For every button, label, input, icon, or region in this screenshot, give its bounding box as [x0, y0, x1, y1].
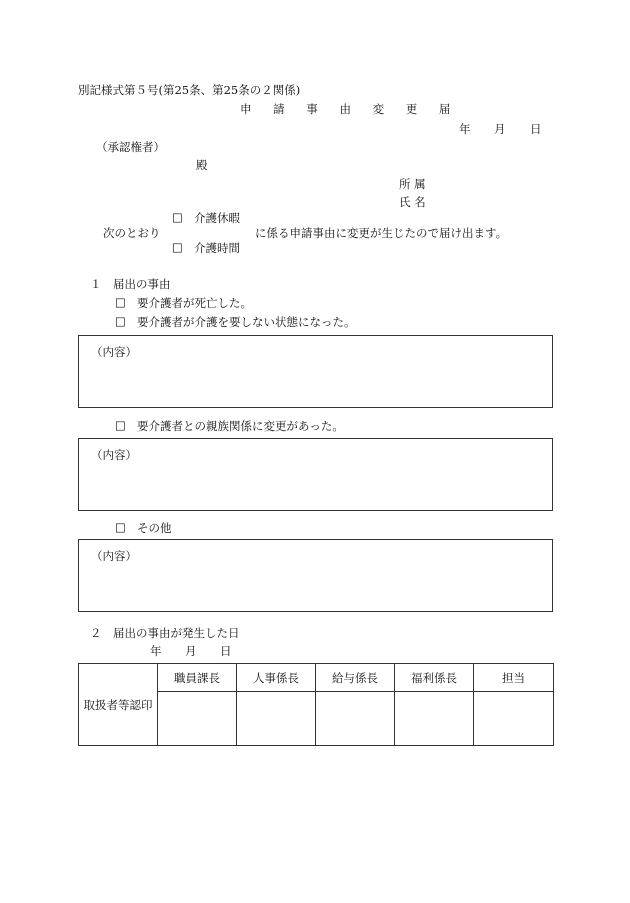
checkbox-reason-no-care[interactable]: □	[115, 314, 126, 328]
reason-died-label: 要介護者が死亡した。	[137, 296, 252, 310]
stamp-cell[interactable]	[474, 692, 554, 746]
intro-suffix: に係る申請事由に変更が生じたので届け出ます。	[255, 226, 508, 240]
approver-label: （承認権者）	[96, 140, 165, 154]
reason-relationship-label: 要介護者との親族関係に変更があった。	[137, 419, 344, 433]
content-label: （内容）	[91, 345, 137, 359]
occurrence-year-label: 年	[150, 644, 162, 658]
name-label: 氏 名	[399, 195, 426, 209]
checkbox-reason-relationship[interactable]: □	[115, 418, 126, 432]
section1-title: １ 届出の事由	[90, 277, 171, 291]
reason-no-care-label: 要介護者が介護を要しない状態になった。	[137, 315, 356, 329]
honorific: 殿	[196, 158, 208, 172]
checkbox-care-leave[interactable]: □	[172, 210, 183, 224]
reason-other-label: その他	[137, 521, 172, 535]
stamp-cell[interactable]	[395, 692, 474, 746]
stamp-col-header: 職員課長	[158, 664, 237, 692]
stamp-col-header: 給与係長	[316, 664, 395, 692]
stamp-col-header: 福利係長	[395, 664, 474, 692]
stamp-header-row	[79, 664, 554, 692]
affiliation-label: 所 属	[399, 177, 426, 191]
stamp-col-header: 担当	[474, 664, 554, 692]
option-care-leave-label: 介護休暇	[194, 211, 240, 225]
approval-stamp-table	[78, 663, 554, 746]
content-box-3[interactable]	[78, 539, 553, 612]
date-year-label: 年	[459, 122, 471, 136]
content-box-1[interactable]	[78, 335, 553, 408]
date-day-label: 日	[530, 122, 542, 136]
option-care-time-label: 介護時間	[194, 241, 240, 255]
stamp-col-header: 人事係長	[237, 664, 316, 692]
checkbox-reason-other[interactable]: □	[115, 520, 126, 534]
occurrence-day-label: 日	[220, 644, 232, 658]
stamp-row-header: 取扱者等認印	[79, 664, 158, 746]
form-reference: 別記様式第５号(第25条、第25条の２関係)	[78, 83, 301, 97]
stamp-cell[interactable]	[158, 692, 237, 746]
checkbox-care-time[interactable]: □	[172, 240, 183, 254]
content-box-2[interactable]	[78, 438, 553, 511]
page-title: 申 請 事 由 変 更 届	[240, 102, 460, 116]
intro-prefix: 次のとおり	[103, 226, 161, 240]
date-month-label: 月	[494, 122, 506, 136]
content-label: （内容）	[91, 549, 137, 563]
checkbox-reason-died[interactable]: □	[115, 295, 126, 309]
stamp-cell[interactable]	[316, 692, 395, 746]
content-label: （内容）	[91, 448, 137, 462]
section2-title: ２ 届出の事由が発生した日	[90, 626, 240, 640]
occurrence-month-label: 月	[185, 644, 197, 658]
stamp-cell[interactable]	[237, 692, 316, 746]
